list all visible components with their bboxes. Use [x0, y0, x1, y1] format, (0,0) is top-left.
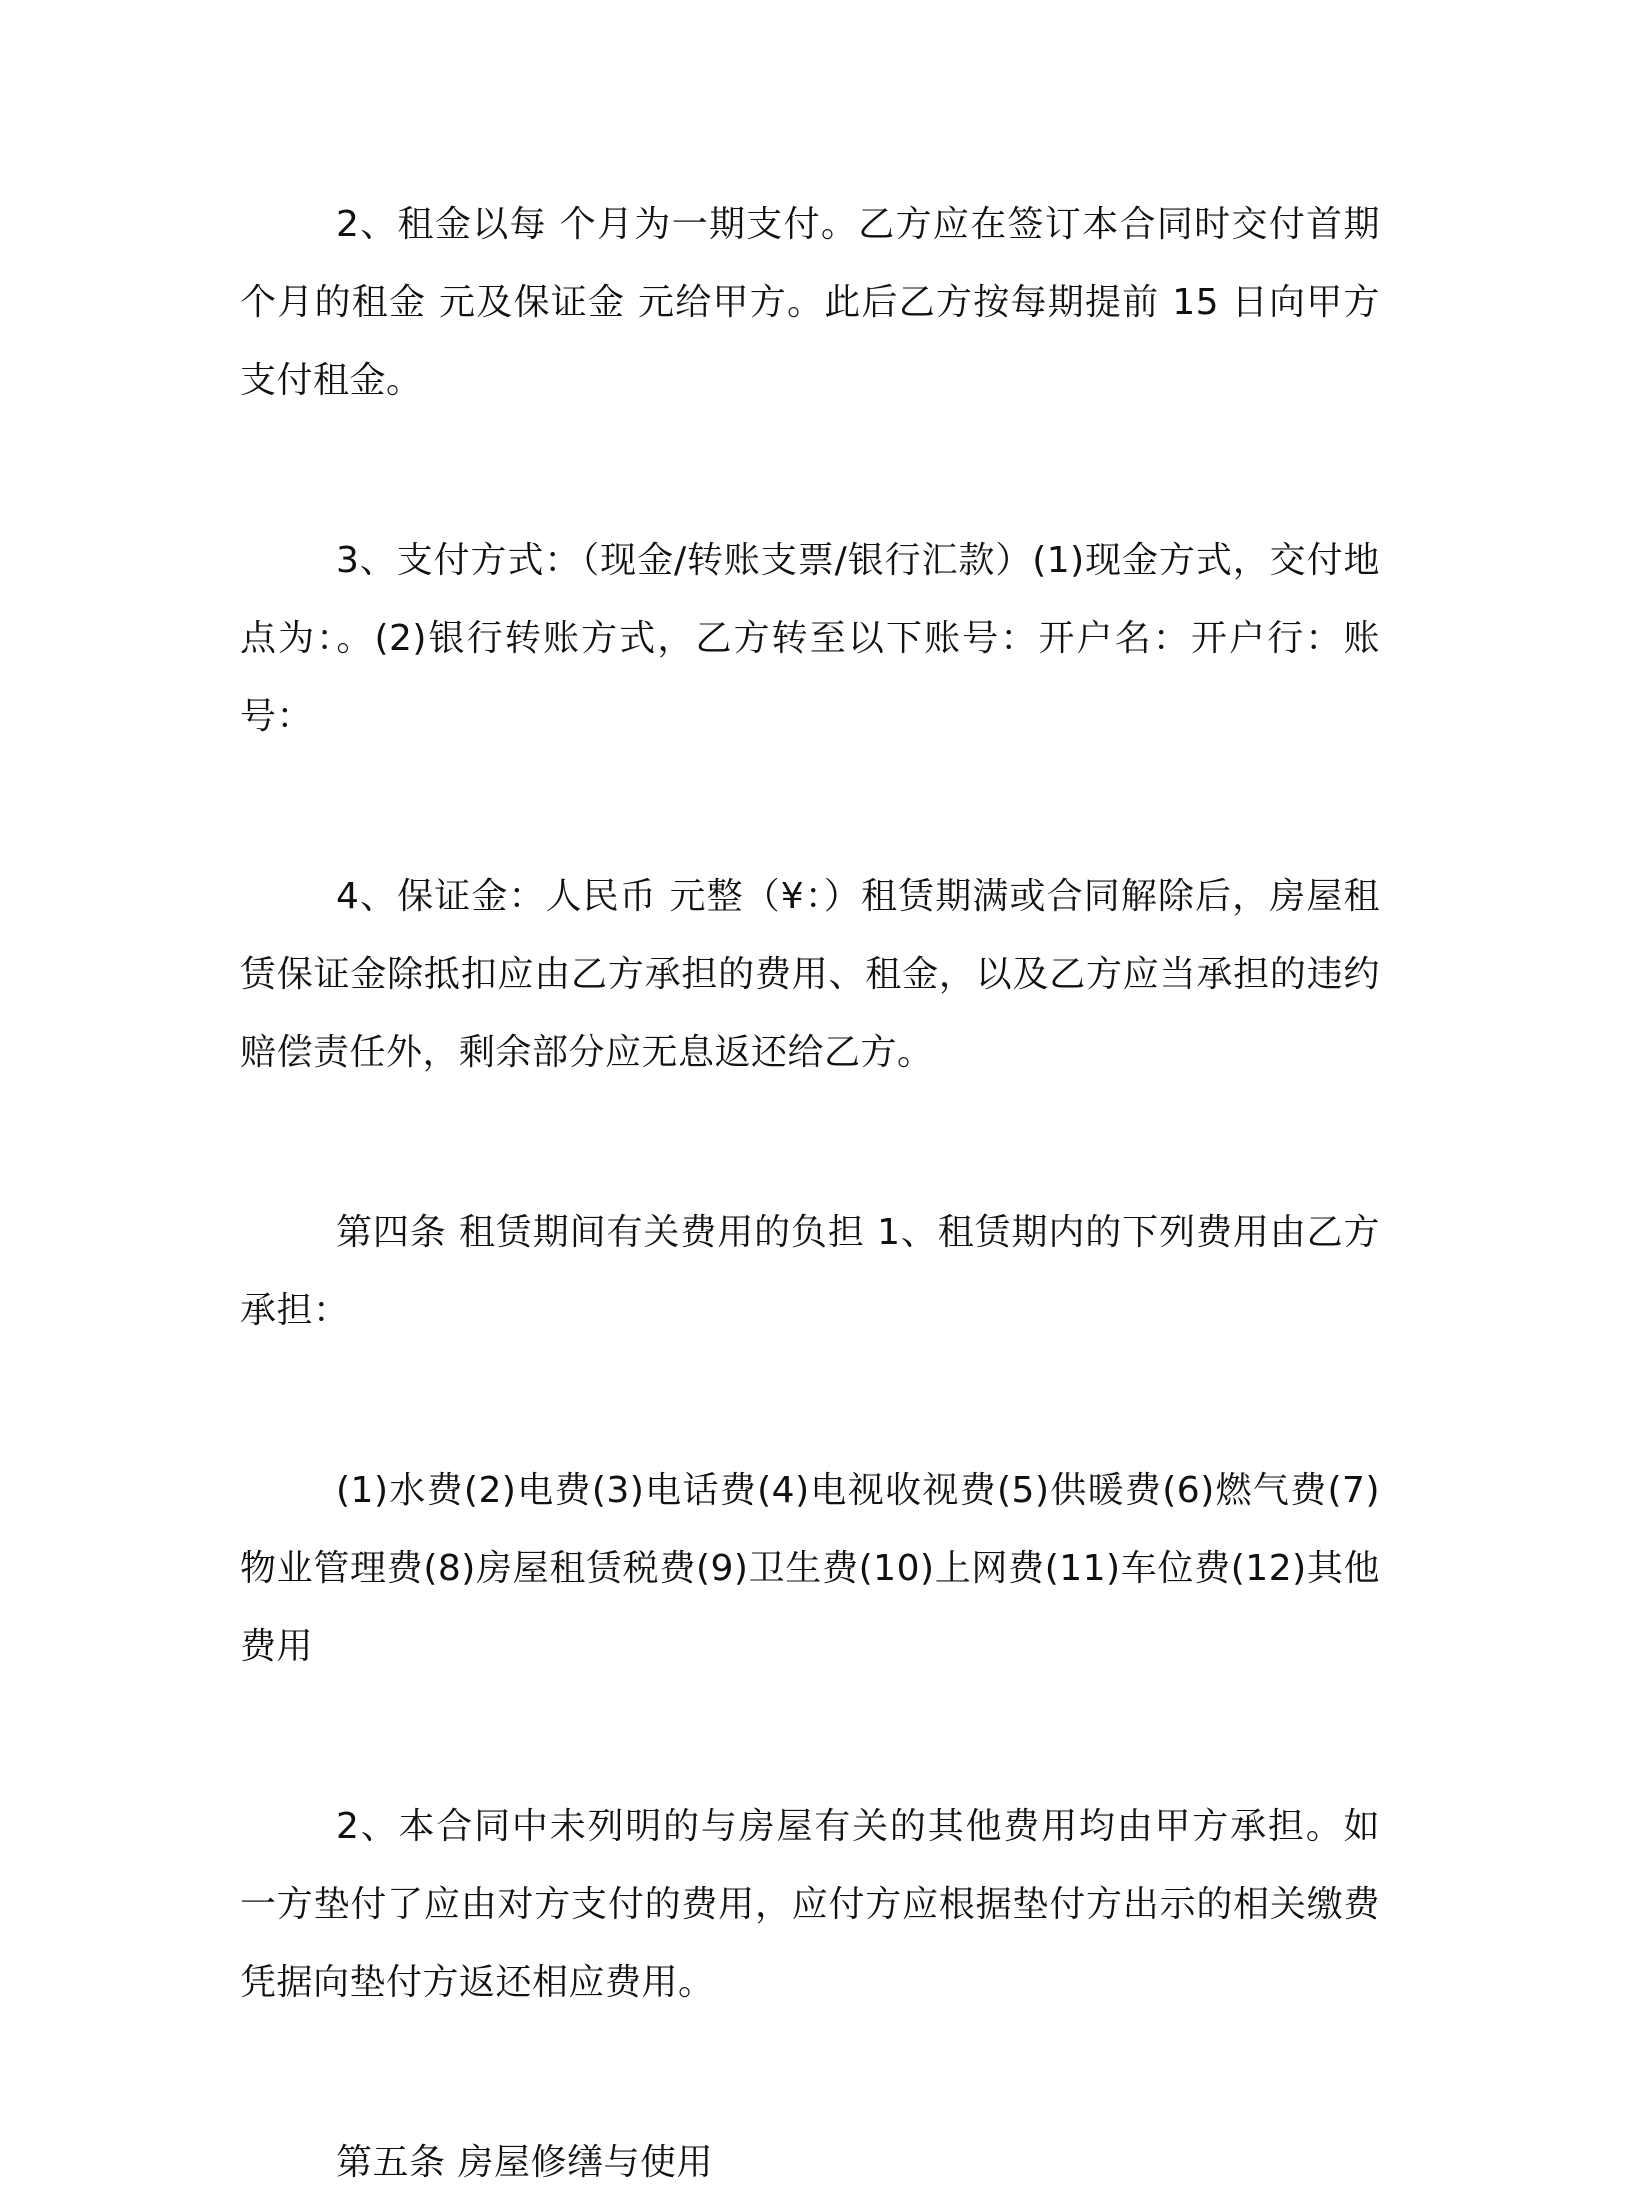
- paragraph-other-fees: 2、本合同中未列明的与房屋有关的其他费用均由甲方承担。如一方垫付了应由对方支付的费用，应付方应根据垫付方出示的相关缴费凭据向垫付方返还相应费用。: [240, 1806, 1380, 2003]
- paragraph-gap: [240, 2022, 1380, 2124]
- paragraph-article-five: 第五条 房屋修缮与使用: [336, 2142, 713, 2183]
- paragraph-rent-payment: 2、租金以每 个月为一期支付。乙方应在签订本合同时交付首期 个月的租金 元及保证金 元给甲方。此后乙方按每期提前 15 日向甲方支付租金。: [240, 204, 1380, 401]
- paragraph-gap: [240, 1350, 1380, 1452]
- paragraph-payment-method: 3、支付方式：（现金/转账支票/银行汇款）(1)现金方式，交付地点为：。(2)银行转账方式，乙方转至以下账号：开户名：开户行：账号：: [240, 540, 1380, 737]
- paragraph-gap: [240, 756, 1380, 858]
- paragraph-fee-list: (1)水费(2)电费(3)电话费(4)电视收视费(5)供暖费(6)燃气费(7)物业管理费(8)房屋租赁税费(9)卫生费(10)上网费(11)车位费(12)其他费用: [240, 1470, 1380, 1667]
- paragraph-gap: [240, 1686, 1380, 1788]
- paragraph-deposit: 4、保证金：人民币 元整（¥：）租赁期满或合同解除后，房屋租赁保证金除抵扣应由乙方承担的费用、租金，以及乙方应当承担的违约赔偿责任外，剩余部分应无息返还给乙方。: [240, 876, 1380, 1073]
- document-body: [240, 186, 1380, 2202]
- paragraph-gap: [240, 420, 1380, 522]
- paragraph-article-four: 第四条 租赁期间有关费用的负担 1、租赁期内的下列费用由乙方承担：: [240, 1212, 1380, 1331]
- paragraph-gap: [240, 1092, 1380, 1194]
